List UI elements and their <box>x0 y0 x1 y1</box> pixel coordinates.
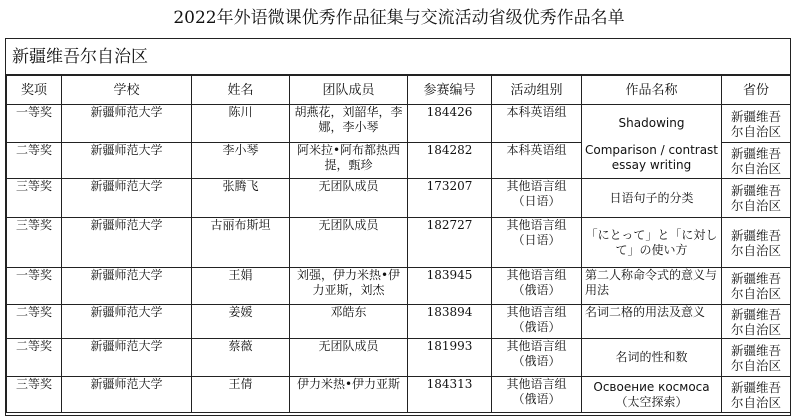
members-cell: 无团队成员 <box>290 218 408 268</box>
school-cell: 新疆师范大学 <box>62 218 192 268</box>
header-row <box>7 76 791 105</box>
award-cell: 二等奖 <box>7 339 62 377</box>
id-cell: 184282 <box>408 143 492 179</box>
award-cell: 三等奖 <box>7 218 62 268</box>
header-province: 省份 <box>722 76 791 105</box>
id-cell: 173207 <box>408 179 492 218</box>
group-cell: 本科英语组 <box>492 105 582 143</box>
id-cell: 182727 <box>408 218 492 268</box>
table-row <box>7 143 791 179</box>
award-table <box>6 75 791 413</box>
name-cell: 古丽布斯坦 <box>192 218 290 268</box>
id-cell: 183894 <box>408 305 492 339</box>
members-cell: 无团队成员 <box>290 339 408 377</box>
work-cell: 「にとって」と「に対して」の使い方 <box>582 218 722 268</box>
school-cell: 新疆师范大学 <box>62 305 192 339</box>
group-cell: 其他语言组（俄语） <box>492 305 582 339</box>
name-cell: 陈川 <box>192 105 290 143</box>
id-cell: 181993 <box>408 339 492 377</box>
province-cell: 新疆维吾尔自治区 <box>722 305 791 339</box>
school-cell: 新疆师范大学 <box>62 268 192 305</box>
name-cell: 王倩 <box>192 377 290 413</box>
header-id: 参赛编号 <box>408 76 492 105</box>
table-row <box>7 105 791 143</box>
table-row <box>7 218 791 268</box>
id-cell: 184426 <box>408 105 492 143</box>
header-group: 活动组别 <box>492 76 582 105</box>
award-cell: 一等奖 <box>7 105 62 143</box>
group-cell: 本科英语组 <box>492 143 582 179</box>
work-cell: 名词的性和数 <box>582 339 722 377</box>
work-cell: Shadowing <box>582 105 722 143</box>
table-row <box>7 179 791 218</box>
members-cell: 伊力米热•伊力亚斯 <box>290 377 408 413</box>
province-cell: 新疆维吾尔自治区 <box>722 268 791 305</box>
members-cell: 无团队成员 <box>290 179 408 218</box>
results-frame <box>5 38 791 416</box>
work-cell: Comparison / contrast essay writing <box>582 143 722 179</box>
page-title: 2022年外语微课优秀作品征集与交流活动省级优秀作品名单 <box>173 8 625 28</box>
table-row <box>7 377 791 413</box>
work-cell: 第二人称命令式的意义与用法 <box>582 268 722 305</box>
province-cell: 新疆维吾尔自治区 <box>722 218 791 268</box>
table-row <box>7 305 791 339</box>
header-award: 奖项 <box>7 76 62 105</box>
name-cell: 王娟 <box>192 268 290 305</box>
table-row <box>7 268 791 305</box>
header-work: 作品名称 <box>582 76 722 105</box>
award-cell: 二等奖 <box>7 143 62 179</box>
award-cell: 二等奖 <box>7 305 62 339</box>
award-cell: 一等奖 <box>7 268 62 305</box>
award-cell: 三等奖 <box>7 377 62 413</box>
name-cell: 姜媛 <box>192 305 290 339</box>
members-cell: 邓皓东 <box>290 305 408 339</box>
name-cell: 张腾飞 <box>192 179 290 218</box>
group-cell: 其他语言组（日语） <box>492 179 582 218</box>
table-row <box>7 339 791 377</box>
school-cell: 新疆师范大学 <box>62 339 192 377</box>
province-cell: 新疆维吾尔自治区 <box>722 179 791 218</box>
group-cell: 其他语言组（日语） <box>492 218 582 268</box>
name-cell: 蔡薇 <box>192 339 290 377</box>
province-cell: 新疆维吾尔自治区 <box>722 143 791 179</box>
province-cell: 新疆维吾尔自治区 <box>722 339 791 377</box>
work-cell: 名词二格的用法及意义 <box>582 305 722 339</box>
id-cell: 183945 <box>408 268 492 305</box>
group-cell: 其他语言组（俄语） <box>492 339 582 377</box>
group-cell: 其他语言组（俄语） <box>492 377 582 413</box>
school-cell: 新疆师范大学 <box>62 179 192 218</box>
name-cell: 李小琴 <box>192 143 290 179</box>
header-name: 姓名 <box>192 76 290 105</box>
work-cell: Освоение космоса（太空探索） <box>582 377 722 413</box>
school-cell: 新疆师范大学 <box>62 377 192 413</box>
members-cell: 胡燕花，刘韶华，李娜，李小琴 <box>290 105 408 143</box>
province-cell: 新疆维吾尔自治区 <box>722 105 791 143</box>
header-members: 团队成员 <box>290 76 408 105</box>
province-cell: 新疆维吾尔自治区 <box>722 377 791 413</box>
group-cell: 其他语言组（俄语） <box>492 268 582 305</box>
region-heading: 新疆维吾尔自治区 <box>6 39 790 75</box>
school-cell: 新疆师范大学 <box>62 143 192 179</box>
award-cell: 三等奖 <box>7 179 62 218</box>
header-school: 学校 <box>62 76 192 105</box>
school-cell: 新疆师范大学 <box>62 105 192 143</box>
work-cell: 日语句子的分类 <box>582 179 722 218</box>
id-cell: 184313 <box>408 377 492 413</box>
members-cell: 刘强，伊力米热•伊力亚斯，刘杰 <box>290 268 408 305</box>
members-cell: 阿米拉•阿布都热西提，甄珍 <box>290 143 408 179</box>
